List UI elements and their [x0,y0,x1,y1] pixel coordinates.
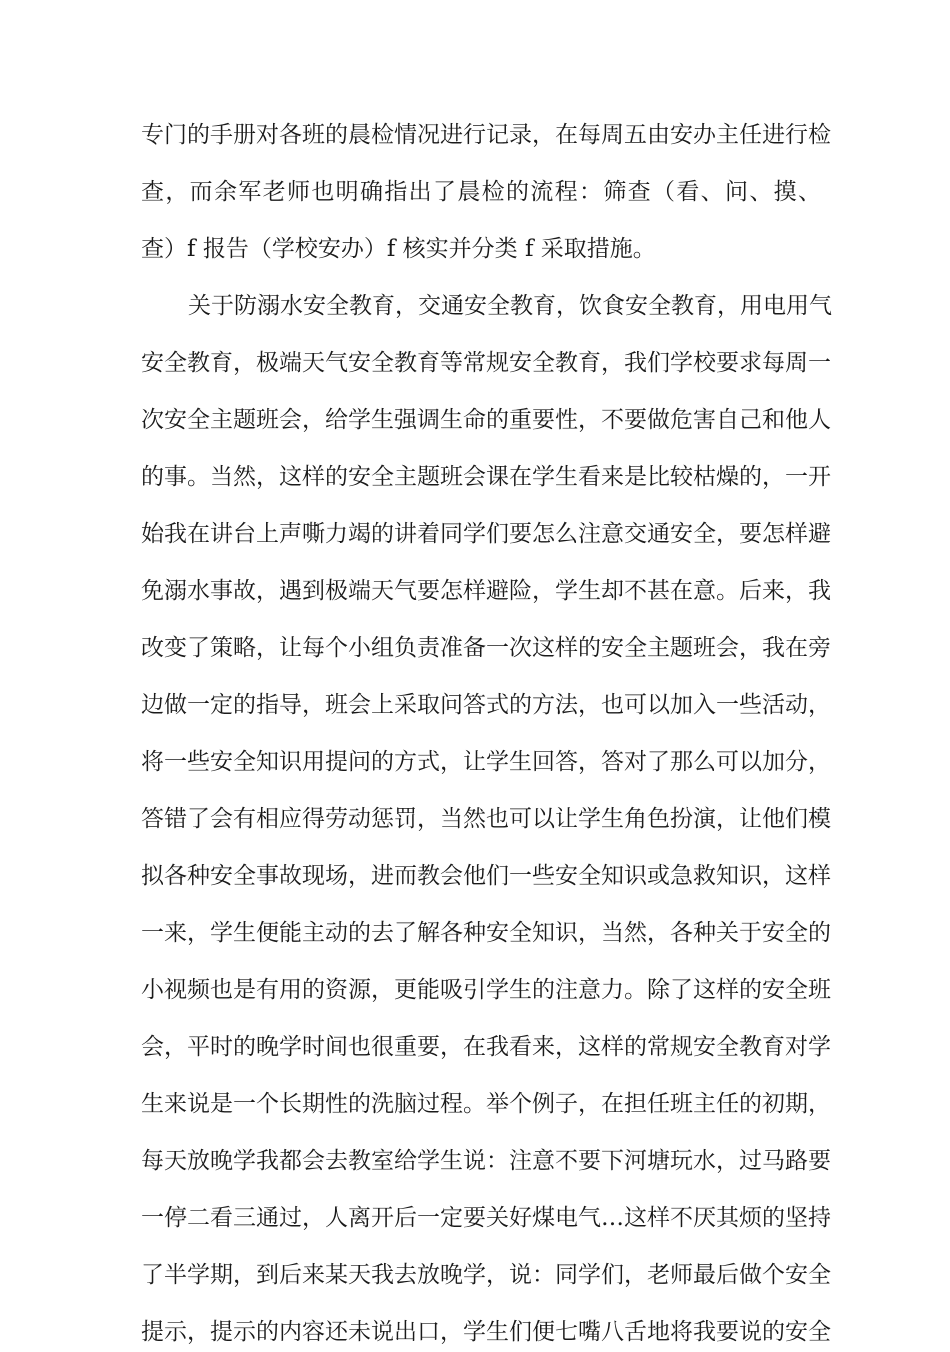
text-line: 专门的手册对各班的晨检情况进行记录，在每周五由安办主任进行检 [141,122,831,148]
text-line: 查）f 报告（学校安办）f 核实并分类 f 采取措施。 [141,236,656,262]
text-line: 一来，学生便能主动的去了解各种安全知识，当然，各种关于安全的 [141,920,831,946]
text-line: 生来说是一个长期性的洗脑过程。举个例子，在担任班主任的初期， [141,1091,831,1117]
text-line: 了半学期，到后来某天我去放晚学，说：同学们，老师最后做个安全 [141,1262,831,1288]
text-line: 的事。当然，这样的安全主题班会课在学生看来是比较枯燥的，一开 [141,464,831,490]
text-line: 始我在讲台上声嘶力竭的讲着同学们要怎么注意交通安全，要怎样避 [141,521,831,547]
text-line: 改变了策略，让每个小组负责准备一次这样的安全主题班会，我在旁 [141,635,831,661]
text-line: 查，而余军老师也明确指出了晨检的流程：筛查（看、问、摸、 [141,179,821,205]
text-line: 提示，提示的内容还未说出口，学生们便七嘴八舌地将我要说的安全 [141,1319,831,1345]
text-line: 边做一定的指导，班会上采取问答式的方法，也可以加入一些活动， [141,692,831,718]
text-line: 关于防溺水安全教育，交通安全教育，饮食安全教育，用电用气 [188,293,832,319]
text-line: 一停二看三通过，人离开后一定要关好煤电气…这样不厌其烦的坚持 [141,1205,831,1231]
text-line: 小视频也是有用的资源，更能吸引学生的注意力。除了这样的安全班 [141,977,831,1003]
text-line: 将一些安全知识用提问的方式，让学生回答，答对了那么可以加分， [141,749,831,775]
text-line: 拟各种安全事故现场，进而教会他们一些安全知识或急救知识，这样 [141,863,831,889]
text-line: 安全教育，极端天气安全教育等常规安全教育，我们学校要求每周一 [141,350,831,376]
text-line: 每天放晚学我都会去教室给学生说：注意不要下河塘玩水，过马路要 [141,1148,831,1174]
text-line: 次安全主题班会，给学生强调生命的重要性，不要做危害自己和他人 [141,407,831,433]
text-line: 答错了会有相应得劳动惩罚，当然也可以让学生角色扮演，让他们模 [141,806,831,832]
text-line: 免溺水事故，遇到极端天气要怎样避险，学生却不甚在意。后来，我 [141,578,831,604]
text-line: 会，平时的晚学时间也很重要，在我看来，这样的常规安全教育对学 [141,1034,831,1060]
